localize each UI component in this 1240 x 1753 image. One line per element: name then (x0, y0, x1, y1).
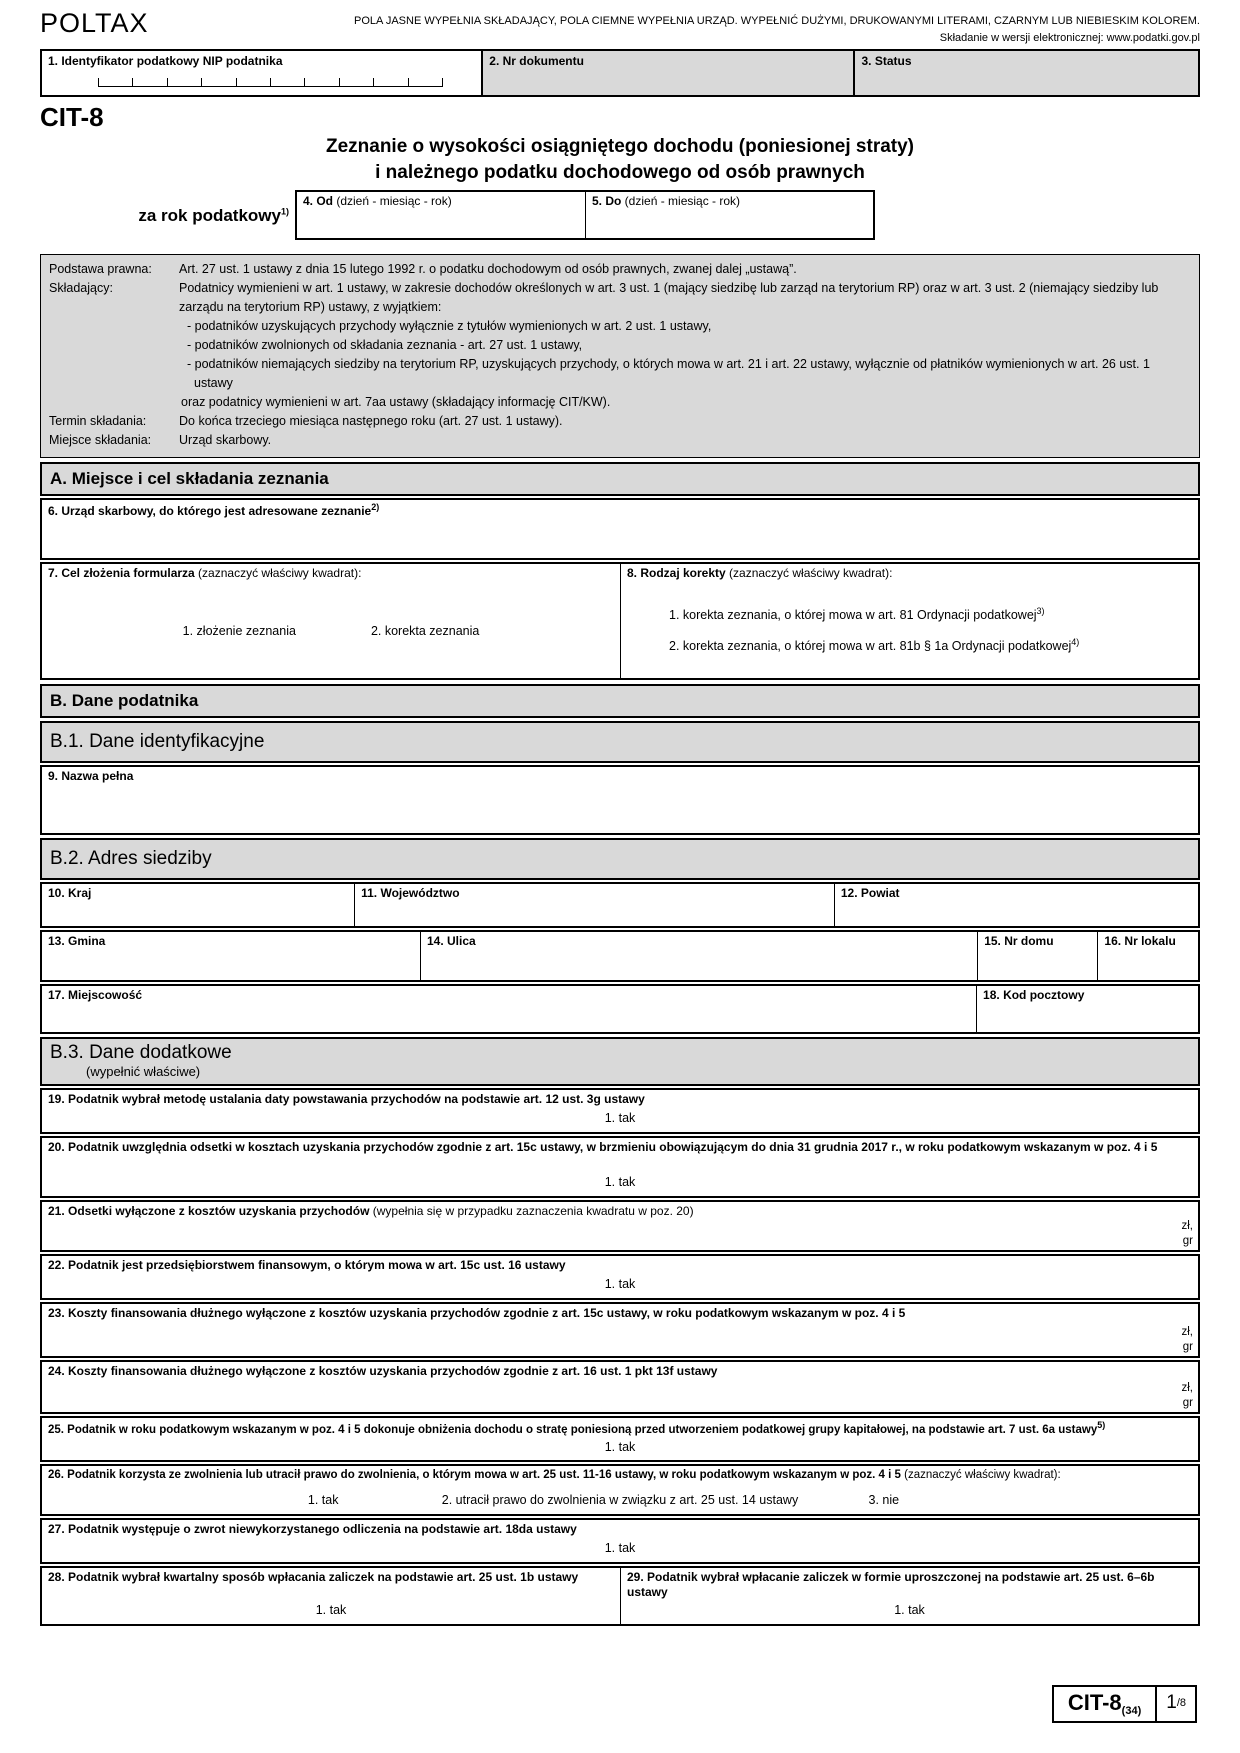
filers-intro: Podatnicy wymienieni w art. 1 ustawy, w zakresie dochodów określonych w art. 3 ust. 1 (mający siedzibę lub zarząd na terytorium RP) oraz w art. 3 ust. 2 (niemający siedziby lub zarządu na terytorium RP) ustawy, z wyjątkiem: (179, 281, 1159, 315)
field-26-label: 26. Podatnik korzysta ze zwolnienia lub utracił prawo do zwolnienia, o którym mowa w art. 25 ust. 11-16 ustawy, w roku podatkowym wskazanym w poz. 4 i 5 (zaznaczyć właściwy kwadrat): (48, 1468, 1061, 1481)
page-footer (1052, 1685, 1197, 1723)
field-8-label: 8. Rodzaj korekty (zaznaczyć właściwy kwadrat): (627, 566, 893, 581)
fill-instructions: POLA JASNE WYPEŁNIA SKŁADAJĄCY, POLA CIEMNE WYPEŁNIA URZĄD. WYPEŁNIĆ DUŻYMI, DRUKOWANYMI LITERAMI, CZARNYM LUB NIEBIESKIM KOLOREM. (354, 15, 1200, 27)
field-16-apartment-number (1097, 932, 1198, 980)
nip-input[interactable] (98, 78, 443, 87)
field-27-option-yes[interactable]: 1. tak (604, 1540, 636, 1555)
field-19-label: 19. Podatnik wybrał metodę ustalania daty powstawania przychodów na podstawie art. 12 ust. 3g ustawy (48, 1091, 645, 1106)
field-24 (40, 1360, 1200, 1414)
field-10-country (42, 884, 354, 926)
field-9-label: 9. Nazwa pełna (48, 769, 134, 784)
field-24-currency-unit: zł, gr (1181, 1382, 1193, 1409)
field-12-input[interactable] (835, 904, 1198, 926)
field-19-option-yes[interactable]: 1. tak (604, 1110, 636, 1125)
field-17-input[interactable] (42, 1006, 976, 1032)
field-16-label: 16. Nr lokalu (1104, 934, 1176, 949)
date-from-input[interactable] (303, 208, 579, 236)
section-b3-header (40, 1037, 1200, 1086)
field-15-house-number (977, 932, 1097, 980)
field-5-label: 5. Do (dzień - miesiąc - rok) (592, 194, 741, 209)
filers-exception-3: - podatników niemających siedziby na terytorium RP, uzyskujących przychody, o których mowa w art. 21 i art. 22 ustawy, wyłącznie od płatników wymienionych w art. 26 ust. 1 ustawy (187, 357, 1150, 391)
legal-basis-text: Art. 27 ust. 1 ustawy z dnia 15 lutego 1992 r. o podatku dochodowym od osób prawnych, zwanej dalej „ustawą”. (179, 262, 797, 277)
field-24-label: 24. Koszty finansowania dłużnego wyłączone z kosztów uzyskania przychodów zgodnie z art. 16 ust. 1 pkt 13f ustawy (48, 1363, 718, 1378)
section-a-header: A. Miejsce i cel składania zeznania (40, 462, 1200, 496)
address-row-3 (40, 984, 1200, 1034)
field-3-label: 3. Status (861, 54, 912, 68)
field-18-postal-code (976, 986, 1198, 1032)
date-to-input[interactable] (592, 208, 867, 236)
field-24-input[interactable] (42, 1381, 1198, 1411)
address-row-2 (40, 930, 1200, 982)
place-text: Urząd skarbowy. (179, 433, 272, 448)
section-b1-header: B.1. Dane identyfikacyjne (40, 721, 1200, 763)
deadline-text: Do końca trzeciego miesiąca następnego roku (art. 27 ust. 1 ustawy). (179, 414, 563, 429)
place-row (49, 431, 1191, 450)
field-20 (40, 1136, 1200, 1198)
poltax-logo: POLTAX (40, 8, 149, 38)
field-13-input[interactable] (42, 952, 420, 980)
field-18-label: 18. Kod pocztowy (983, 988, 1085, 1003)
field-21-input[interactable] (42, 1221, 1198, 1249)
field-21 (40, 1200, 1200, 1252)
filers-outro: oraz podatnicy wymienieni w art. 7aa ustawy (składający informację CIT/KW). (181, 395, 611, 410)
field-23-label: 23. Koszty finansowania dłużnego wyłączone z kosztów uzyskania przychodów zgodnie z art. 15c ustawy, w roku podatkowym wskazanym w poz. 4 i 5 (48, 1305, 906, 1320)
field-16-input[interactable] (1098, 952, 1198, 980)
page-header (40, 8, 1200, 46)
field-27-label: 27. Podatnik występuje o zwrot niewykorzystanego odliczenia na podstawie art. 18da ustawy (48, 1521, 577, 1536)
footer-page-number: 1 /8 (1166, 1692, 1186, 1713)
field-7-purpose (42, 564, 620, 678)
field-12-label: 12. Powiat (840, 886, 900, 901)
tax-year-row (40, 190, 1200, 240)
footnote-ref-2: 2) (371, 502, 380, 513)
field-9-input[interactable] (42, 787, 1198, 833)
field-29 (620, 1568, 1198, 1624)
footnote-ref-5: 5) (1097, 1419, 1106, 1430)
field-7-label: 7. Cel złożenia formularza (zaznaczyć właściwy kwadrat): (48, 566, 362, 581)
field-11-voivodeship (354, 884, 834, 926)
field-22-option-yes[interactable]: 1. tak (604, 1276, 636, 1291)
field-11-input[interactable] (355, 904, 834, 926)
field-10-input[interactable] (42, 904, 354, 926)
field-17-label: 17. Miejscowość (48, 988, 143, 1003)
field-8-option-art81[interactable]: 1. korekta zeznania, o której mowa w art. 81 Ordynacji podatkowej$^{3)}$ (669, 605, 1045, 623)
field-14-input[interactable] (421, 952, 977, 980)
purpose-correction-row (40, 562, 1200, 680)
field-18-input[interactable] (977, 1006, 1198, 1032)
field-1-label: 1. Identyfikator podatkowy NIP podatnika (48, 54, 283, 68)
field-28 (42, 1568, 620, 1624)
field-29-label: 29. Podatnik wybrał wpłacanie zaliczek w formie uproszczonej na podstawie art. 25 ust. 6–6b ustawy (627, 1569, 1155, 1600)
efiling-note: Składanie w wersji elektronicznej: www.podatki.gov.pl (939, 31, 1200, 44)
field-19 (40, 1088, 1200, 1134)
filers-exception-1: - podatników uzyskujących przychody wyłącznie z tytułów wymienionych w art. 2 ust. 1 ustawy, (187, 319, 712, 334)
section-b3-subtitle: (wypełnić właściwe) (86, 1064, 201, 1080)
header-notes (354, 8, 1200, 46)
legal-basis-label: Podstawa prawna: (49, 262, 152, 277)
footer-form-version: (34) (1121, 1705, 1142, 1717)
footnote-ref-1: 1) (280, 206, 289, 217)
field-20-label: 20. Podatnik uwzględnia odsetki w kosztach uzyskania przychodów zgodnie z art. 15c ustawy, w brzmieniu obowiązującym do dnia 31 grudnia 2017 r., w roku podatkowym wskazanym w poz. 4 i 5 (48, 1139, 1158, 1154)
field-14-street (420, 932, 977, 980)
tax-year-box (295, 190, 875, 240)
doc-number-area (489, 68, 847, 92)
field-27 (40, 1518, 1200, 1564)
field-26-option-yes[interactable]: 1. tak (307, 1492, 339, 1507)
field-22 (40, 1254, 1200, 1300)
field-26 (40, 1464, 1200, 1516)
field-7-options (42, 624, 620, 638)
field-21-currency-unit: zł, gr (1181, 1220, 1193, 1247)
field-25-option-yes[interactable]: 1. tak (604, 1439, 636, 1454)
field-15-input[interactable] (978, 952, 1097, 980)
field-21-label: 21. Odsetki wyłączone z kosztów uzyskania przychodów (wypełnia się w przypadku zaznaczenia kwadratu w poz. 20) (48, 1203, 694, 1218)
field-25 (40, 1416, 1200, 1462)
field-26-option-lost-right[interactable]: 2. utracił prawo do zwolnienia w związku z art. 25 ust. 14 ustawy (441, 1492, 799, 1507)
filers-exception-2: - podatników zwolnionych od składania zeznania - art. 27 ust. 1 ustawy, (187, 338, 583, 353)
section-b-header: B. Dane podatnika (40, 684, 1200, 718)
field-6-label: 6. Urząd skarbowy, do którego jest adresowane zeznanie$^{2)}$ (48, 502, 380, 519)
field-8-option-art81b[interactable]: 2. korekta zeznania, o której mowa w art. 81b § 1a Ordynacji podatkowej$^{4)}$ (669, 637, 1080, 654)
advance-payments-row (40, 1566, 1200, 1626)
legal-basis-block (40, 254, 1200, 458)
field-11-label: 11. Województwo (361, 886, 460, 901)
field-14-label: 14. Ulica (427, 934, 476, 949)
field-17-city (42, 986, 976, 1032)
field-26-options (42, 1493, 1198, 1513)
field-7-option-correction[interactable]: 2. korekta zeznania (370, 623, 480, 638)
field-4-label: 4. Od (dzień - miesiąc - rok) (303, 194, 452, 209)
field-1-nip (42, 51, 481, 95)
tax-year-label: za rok podatkowy$^{1)}$ (138, 206, 289, 226)
field-23 (40, 1302, 1200, 1358)
legal-basis-row (49, 260, 1191, 279)
field-7-option-filing[interactable]: 1. złożenie zeznania (182, 623, 296, 638)
footnote-ref-3: 3) (1036, 605, 1045, 616)
field-20-option-yes[interactable]: 1. tak (604, 1174, 636, 1189)
field-8-options (621, 606, 1198, 653)
field-28-label: 28. Podatnik wybrał kwartalny sposób wpłacania zaliczek na podstawie art. 25 ust. 1b ustawy (48, 1569, 579, 1584)
field-4-date-from (297, 192, 585, 238)
field-28-option-yes[interactable]: 1. tak (315, 1602, 347, 1617)
field-23-currency-unit: zł, gr (1181, 1326, 1193, 1353)
status-area (861, 68, 1191, 92)
field-13-commune (42, 932, 420, 980)
place-label: Miejsce składania: (49, 433, 152, 448)
field-29-option-yes[interactable]: 1. tak (894, 1603, 925, 1618)
form-title (40, 134, 1200, 185)
section-b2-header: B.2. Adres siedziby (40, 838, 1200, 880)
field-2-label: 2. Nr dokumentu (489, 54, 584, 68)
filers-row (49, 279, 1191, 412)
field-6-input[interactable] (42, 522, 1198, 558)
identification-row (40, 49, 1200, 97)
field-5-date-to (585, 192, 873, 238)
field-2-doc-number (481, 51, 853, 95)
field-23-input[interactable] (42, 1323, 1198, 1355)
field-10-label: 10. Kraj (48, 886, 92, 901)
field-9-full-name (40, 765, 1200, 835)
field-8-correction-type (620, 564, 1198, 678)
field-26-option-no[interactable]: 3. nie (868, 1492, 900, 1507)
form-content (40, 8, 1200, 1626)
section-b3-title: B.3. Dane dodatkowe (50, 1042, 232, 1064)
deadline-row (49, 412, 1191, 431)
field-13-label: 13. Gmina (48, 934, 106, 949)
address-row-1 (40, 882, 1200, 928)
field-25-label: 25. Podatnik w roku podatkowym wskazanym w poz. 4 i 5 dokonuje obniżenia dochodu o stratę poniesioną przed utworzeniem podatkowej grupy kapitałowej, na podstawie art. 7 ust. 6a ustawy$^{5)}$ (48, 1419, 1106, 1436)
field-12-county (834, 884, 1198, 926)
field-15-label: 15. Nr domu (984, 934, 1054, 949)
form-title-line2: i należnego podatku dochodowego od osób prawnych (375, 161, 865, 183)
form-code: CIT-8 (40, 102, 104, 132)
field-22-label: 22. Podatnik jest przedsiębiorstwem finansowym, o którym mowa w art. 15c ust. 16 ustawy (48, 1257, 566, 1272)
field-6-tax-office (40, 498, 1200, 560)
footnote-ref-4: 4) (1071, 637, 1080, 648)
field-3-status (853, 51, 1197, 95)
form-title-line1: Zeznanie o wysokości osiągniętego dochodu (poniesionej straty) (325, 136, 915, 157)
deadline-label: Termin składania: (49, 414, 147, 429)
filers-label: Składający: (49, 281, 113, 296)
filers-text (179, 279, 1191, 412)
footer-form-code: CIT-8(34) (1054, 1687, 1157, 1721)
